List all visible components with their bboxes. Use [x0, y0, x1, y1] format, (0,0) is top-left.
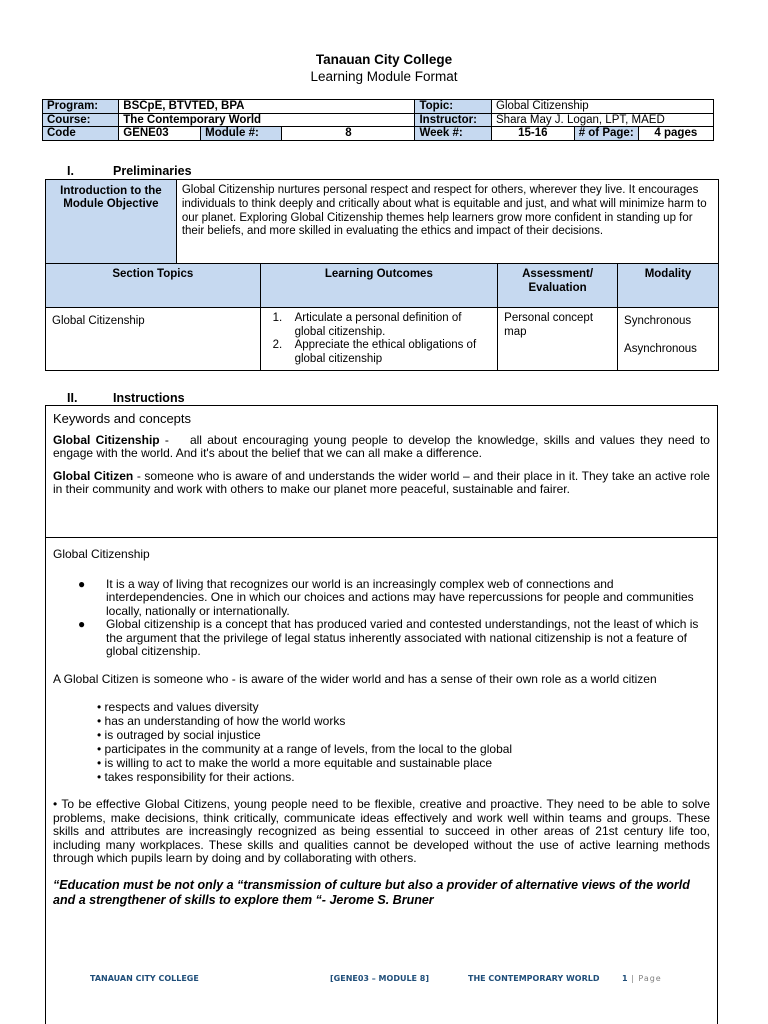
citizen-intro-paragraph: A Global Citizen is someone who - is aware of the wider world and has a sense of their own role as a world citizen: [53, 671, 657, 686]
section-number: II.: [67, 391, 78, 405]
trait-item: • respects and values diversity: [97, 700, 259, 714]
modality-cell: [618, 308, 719, 371]
trait-item: • has an understanding of how the world works: [97, 714, 346, 728]
pages-value: 4 pages: [638, 127, 713, 141]
instructions-box: [45, 405, 718, 1024]
intro-objective-label: Introduction to the Module Objective: [46, 180, 177, 264]
page-word: Page: [638, 974, 662, 983]
keyword-term: Global Citizen: [53, 468, 134, 483]
col-header-section-topics: Section Topics: [46, 264, 261, 308]
section-number: I.: [67, 164, 74, 178]
bullet-icon: ●: [78, 617, 86, 631]
keyword-term: Global Citizenship: [53, 432, 160, 447]
effective-citizens-paragraph: • To be effective Global Citizens, young people need to be flexible, creative and proactive. They need to be able to solve problems, make decisions, think critically, communicate ideas effectively and work well within teams and groups. These skills and attributes are increasingly recognized as being essential to succeed in other areas of 21st century life too, including many workplaces. These skills and qualities cannot be developed without the use of active learning methods through which pupils learn by doing and by collaborating with others.: [53, 797, 710, 865]
instructor-value: Shara May J. Logan, LPT, MAED: [492, 113, 714, 127]
footer-college: TANAUAN CITY COLLEGE: [90, 974, 199, 983]
keyword-separator: -: [159, 432, 169, 447]
concept-bullet: [78, 578, 710, 619]
col-header-learning-outcomes: Learning Outcomes: [260, 264, 498, 308]
pages-label: # of Page:: [574, 127, 638, 141]
outcome-item: [267, 312, 492, 339]
program-value: BSCpE, BTVTED, BPA: [119, 100, 415, 114]
footer-page: [622, 974, 662, 983]
global-citizenship-heading: Global Citizenship: [53, 547, 150, 561]
section-title: Instructions: [113, 391, 185, 405]
concept-bullet-list: [78, 578, 710, 659]
instructor-label: Instructor:: [415, 113, 492, 127]
week-label: Week #:: [415, 127, 492, 141]
outcome-number: 2.: [272, 339, 283, 351]
code-label: Code: [43, 127, 119, 141]
keywords-heading: Keywords and concepts: [53, 411, 192, 426]
page-number: 1: [622, 974, 628, 983]
topic-label: Topic:: [415, 100, 492, 114]
section-title: Preliminaries: [113, 164, 192, 178]
footer-module: [GENE03 – MODULE 8]: [330, 974, 430, 983]
module-value: 8: [282, 127, 415, 141]
global-citizenship-section: [46, 538, 717, 1024]
course-value: The Contemporary World: [119, 113, 415, 127]
modality-synchronous: Synchronous: [624, 315, 692, 327]
course-label: Course:: [43, 113, 119, 127]
keyword-definition: - someone who is aware of and understands the wider world – and their place in it. They take an active role in their community and work with others to make our planet more peaceful, sustainable and fairer.: [53, 468, 710, 496]
outcomes-list: [267, 312, 492, 366]
bullet-text: Global citizenship is a concept that has produced varied and contested understandings, not the least of which is the argument that the privilege of legal status inherently associated with national citizenship is not a feature of global citizenship.: [106, 617, 699, 658]
col-header-assessment: Assessment/ Evaluation: [498, 264, 618, 308]
modality-asynchronous: Asynchronous: [624, 342, 697, 355]
keyword-global-citizenship: [53, 434, 710, 461]
topic-value: Global Citizenship: [492, 100, 714, 114]
footer-course: THE CONTEMPORARY WORLD: [468, 974, 600, 983]
trait-item: • is outraged by social injustice: [97, 728, 261, 742]
document-subtitle: Learning Module Format: [310, 69, 458, 84]
preliminaries-table: [45, 179, 719, 371]
bullet-text: It is a way of living that recognizes our world is an increasingly complex web of connections and interdependencies. One in which our choices and actions may have repercussions for people and communities locally, nationally or internationally.: [106, 576, 694, 618]
section-topic-cell: Global Citizenship: [46, 308, 261, 371]
assessment-cell: Personal concept map: [498, 308, 618, 371]
intro-objective-text: Global Citizenship nurtures personal respect and respect for others, wherever they live. It encourages individuals to think deeply and critically about what is equitable and just, and what will minimize harm to our planet. Exploring Global Citizenship themes help learners grow more confident in standing up for their beliefs, and more skilled in evaluating the ethics and impact of their decisions.: [176, 180, 718, 264]
col-header-modality: Modality: [618, 264, 719, 308]
trait-item: • participates in the community at a range of levels, from the local to the global: [97, 742, 513, 756]
week-value: 15-16: [492, 127, 575, 141]
concept-bullet: [78, 618, 710, 659]
instructions-heading: [67, 391, 185, 405]
page-separator: |: [627, 974, 639, 983]
code-value: GENE03: [119, 127, 201, 141]
trait-item: • is willing to act to make the world a more equitable and sustainable place: [97, 756, 493, 770]
program-label: Program:: [43, 100, 119, 114]
outcome-item: [267, 339, 492, 366]
keyword-global-citizen: [53, 470, 710, 497]
outcome-text: Articulate a personal definition of global citizenship.: [294, 312, 462, 338]
bruner-quote: “Education must be not only a “transmission of culture but also a provider of alternative views of the world and a strengthener of skills to explore them “- Jerome S. Bruner: [53, 877, 690, 907]
trait-item: • takes responsibility for their actions.: [97, 770, 295, 784]
document-title: Tanauan City College: [315, 52, 453, 67]
keyword-definition: all about encouraging young people to develop the knowledge, skills and values they need to engage with the world. And it's about the belief that we can all make a difference.: [53, 432, 710, 460]
bullet-icon: ●: [78, 576, 86, 591]
preliminaries-heading: [67, 164, 192, 178]
keywords-section: [46, 406, 717, 538]
outcome-number: 1.: [272, 312, 283, 324]
outcome-text: Appreciate the ethical obligations of global citizenship: [294, 339, 477, 365]
module-info-table: [42, 99, 714, 141]
module-label: Module #:: [201, 127, 282, 141]
learning-outcomes-cell: [260, 308, 498, 371]
citizen-traits-list: [97, 700, 710, 784]
